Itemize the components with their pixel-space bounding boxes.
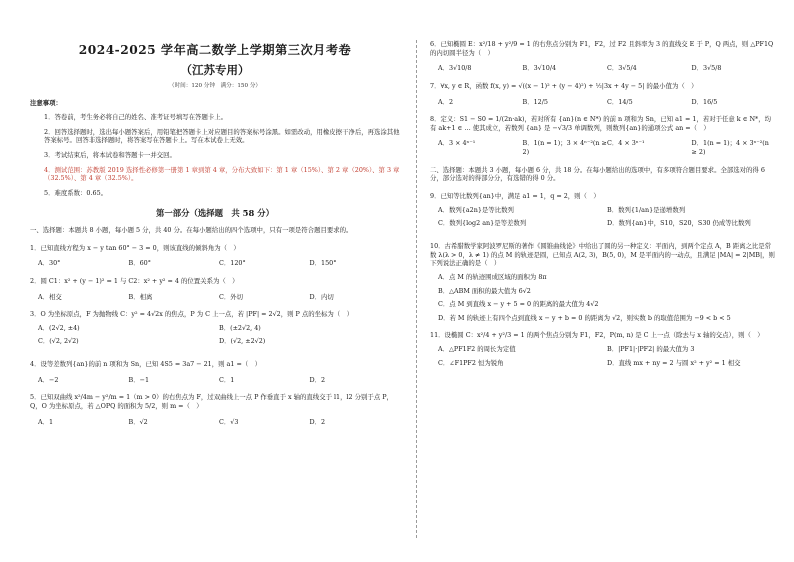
option-a: A．数列{a2n}是等比数列 [438,205,514,214]
option-d: D．内切 [309,292,334,301]
option-d: D．2 [309,417,326,426]
exam-subtitle: （江苏专用） [180,63,250,78]
option-a: A．相交 [38,292,62,301]
option-d: D．2 [309,375,326,384]
section2-instructions: 二、选择题：本题共 3 小题，每小题 6 分，共 18 分。在每小题给出的选项中，有多项符合题目要求。全部选对的得 6 分，部分选对的得部分分，有选错的得 0 分。 [430,165,765,183]
option-b: B．−1 [128,375,150,384]
option-c: C．120° [219,259,246,268]
question-stem: 1．已知直线方程为 x − y tan 60° − 3 = 0，则该直线的倾斜角为（ ） [30,243,240,252]
question-stem: 10．古希腊数学家阿波罗尼斯的著作《圆锥曲线论》中给出了圆的另一种定义：平面内，到两个定点 A，B 距离之比是常数 λ(λ > 0，λ ≠ 1) 的点 M 的轨迹是圆，已知点 A(2, 3)，B(5, 0)，M 是平面内的一动点，且满足 |MA| = 2|MB|，则下列说法正确的是（ ） [430,241,775,268]
options-row [430,64,776,73]
option-b: B．√2 [128,417,148,426]
option-a: A．2 [438,97,454,106]
exam-title: 2024-2025 学年高二数学上学期第三次月考卷 [78,43,352,57]
options-row [430,98,776,107]
notice-block [30,99,400,198]
option-a: A．−2 [38,375,59,384]
option-b: B．|PF1|·|PF2| 的最大值为 3 [607,345,695,354]
option-c: C．4 × 3ⁿ⁻¹ [607,139,645,148]
option-b: B．相离 [128,292,153,301]
notice-item: 1．答卷前，考生务必将自己的姓名、准考证号填写在答题卡上。 [44,113,228,122]
question-4 [30,360,400,384]
question-5 [30,393,400,426]
option-a: A．△PF1F2 的周长为定值 [438,345,516,354]
options-row [430,139,776,156]
right-column [430,40,776,372]
options-row [30,376,400,385]
option-d: D．(√2, ±2√2) [219,337,266,346]
option-a: A．30° [38,259,61,268]
option-d: D．16/5 [691,97,718,106]
question-stem: 6．已知椭圆 E：x²/18 + y²/9 = 1 的右焦点分别为 F1，F2，过 F2 且斜率为 3 的直线交 E 于 P，Q 两点，则 △PF1Q 的内切圆半径为（ ） [430,40,774,57]
question-7 [430,82,776,106]
options-row [30,418,400,427]
options-grid [430,345,776,372]
question-stem: 4．设等差数列{an}的前 n 项和为 Sn，已知 4S5 = 3a7 − 21，则 a1 =（ ） [30,360,261,369]
option-b: B．数列{1/an}是递增数列 [607,205,686,214]
section1-instructions: 一、选择题：本题共 8 小题，每小题 5 分，共 40 分。在每小题给出的四个选项中，只有一项是符合题目要求的。 [30,226,353,234]
option-c: C．(√2, 2√2) [38,337,79,346]
option-c: C．√3 [219,417,239,426]
exam-meta: （时间：120 分钟 满分：150 分） [168,82,262,89]
notice-item: 2．回答选择题时，选出每小题答案后，用铅笔把答题卡上对应题目的答案标号涂黑。如需改动，用橡皮擦干净后，再选涂其他答案标号。回答非选择题时，将答案写在答题卡上。写在本试卷上无效。 [44,127,400,145]
options-row [30,259,400,268]
question-8 [430,115,776,157]
option-b: B．12/5 [522,97,548,106]
options-list [430,273,776,323]
option-a: A．3 × 4ⁿ⁻¹ [438,139,476,148]
options-grid [30,324,400,351]
option-d: D．150° [309,259,337,268]
option-d: D．3√5/8 [691,64,722,73]
option-b: B．△ABM 面积的最大值为 6√2 [438,286,531,295]
part1-heading: 第一部分（选择题 共 58 分） [156,207,274,218]
option-a: A．(2√2, ±4) [38,323,80,332]
option-a: A．1 [38,417,54,426]
question-1 [30,244,400,268]
question-stem: 8．定义：S1 − S0 = 1/(2n·ak)，若对所有 {an}(n ∈ N*) 的前 n 项和为 Sn，已知 a1 = 1，若对于任意 k ∈ N*，均有 ak+1 ∈ … 使其成立，若数列 {an} 是 −√3/3 单调数列，则数列{an}的通项公式 an =（ ） [430,115,772,132]
question-10 [430,242,776,322]
question-6 [430,40,776,73]
option-d: D．直线 mx + ny = 2 与圆 x² + y² = 1 相交 [607,358,741,367]
option-b: B．60° [128,259,151,268]
question-stem: 7．∀x, y ∈ R，函数 f(x, y) = √((x − 1)² + (y − 4)²) + ½|3x + 4y − 5| 的最小值为（ ） [430,81,698,90]
option-a: A．3√10/8 [438,64,472,73]
option-c: C．1 [219,375,235,384]
option-b: B．(±2√2, 4) [219,323,261,332]
question-9 [430,192,776,233]
question-11 [430,331,776,372]
question-stem: 2．圆 C1：x² + (y − 1)² = 1 与 C2：x² + y² = 4 的位置关系为（ ） [30,276,239,285]
left-column [30,40,400,426]
option-d: D．1(n = 1)；4 × 3ⁿ⁻²(n ≥ 2) [691,139,769,157]
option-d: D．若 M 的轨迹上有四个点到直线 x − y + b = 0 的距离为 √2，则实数 b 的取值范围为 −9 < b < 5 [438,313,731,322]
option-c: C．∠F1PF2 恒为锐角 [438,358,504,367]
option-c: C．3√5/4 [607,64,637,73]
options-row [30,293,400,302]
notice-item: 5．难度系数：0.65。 [44,189,108,198]
question-2 [30,277,400,301]
option-b: B．3√10/4 [522,64,557,73]
question-stem: 3．O 为坐标原点，F 为抛物线 C：y² = 4√2x 的焦点，P 为 C 上一点，若 |PF| = 2√2，则 P 点的坐标为（ ） [30,310,353,319]
question-stem: 9．已知等比数列{an}中，满足 a1 = 1，q = 2，则（ ） [430,192,600,201]
option-c: C．14/5 [607,97,633,106]
notice-heading: 注意事项： [30,98,62,107]
option-c: C．外切 [219,292,244,301]
notice-item: 3．考试结束后，将本试卷和答题卡一并交回。 [44,151,176,160]
column-divider [416,40,417,538]
option-c: C．数列{log2 an}是等差数列 [438,219,527,228]
options-grid [430,206,776,233]
question-3 [30,310,400,351]
question-stem: 5．已知双曲线 x²/4m − y²/m = 1（m > 0）的右焦点为 F，过双曲线上一点 P 作垂直于 x 轴的直线交于 l1，l2 分别于点 P，Q，O 为坐标原点，若 △OPQ 的面积为 5/2，则 m =（ ） [30,393,393,411]
option-a: A．点 M 的轨迹围成区域的面积为 8π [438,272,547,281]
question-stem: 11．设椭圆 C：x²/4 + y²/3 = 1 的两个焦点分别为 F1，F2，P(m, n) 是 C 上一点（除去与 x 轴的交点），则（ ） [430,331,764,340]
option-c: C．点 M 到直线 x − y + 5 = 0 的距离的最大值为 4√2 [438,300,599,309]
notice-item-scope: 4．测试范围：苏教版 2019 选择性必修第一册第 1 章到第 4 章，分布大致如下：第 1 章（15%）、第 2 章（20%）、第 3 章（32.5%）、第 4 章（32.5%）。 [44,165,400,183]
option-d: D．数列{an}中，S10，S20，S30 仍成等比数列 [607,219,751,228]
option-b: B．1(n = 1)；3 × 4ⁿ⁻²(n ≥ 2) [522,139,607,157]
